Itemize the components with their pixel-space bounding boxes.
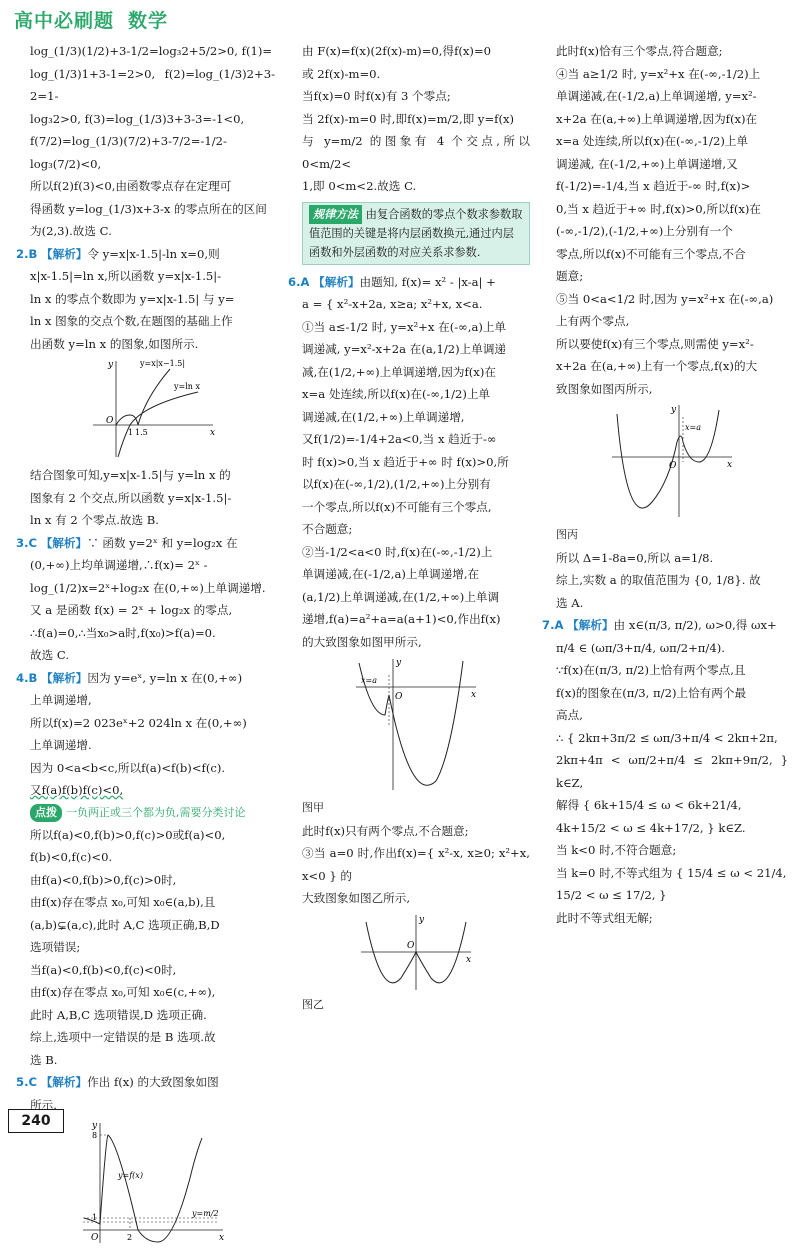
- column-1: [16, 40, 275, 1250]
- text-line: 上单调递增,: [30, 693, 92, 707]
- text-line: 当 k<0 时,不符合题意;: [556, 843, 677, 857]
- method-tip-text: 由复合函数的零点个数求参数取值范围的关键是将内层函数换元,通过内层函数和外层函数的对应关系求参数.: [309, 207, 523, 259]
- text-line: 与 y=m/2 的图象有 4 个交点,所以 0<m/2<: [302, 134, 530, 171]
- origin-label: O: [395, 692, 403, 702]
- line-label: x=a: [361, 676, 377, 685]
- text-line: 当f(x)=0 时f(x)有 3 个零点;: [302, 89, 451, 103]
- text-line: 当 k=0 时,不等式组为 { 15/4 ≤ ω < 21/4,: [556, 865, 787, 880]
- intro-block: [30, 40, 275, 243]
- method-tip-tag: 规律方法: [309, 205, 362, 224]
- question-number: 6.: [288, 274, 301, 289]
- question-4: [16, 667, 275, 1072]
- question-2: [16, 243, 275, 532]
- analysis-tag: 【解析】: [40, 1075, 88, 1089]
- text-line: 一个零点,所以f(x)不可能有三个零点,: [302, 499, 492, 514]
- text-line: x|x-1.5|=ln x,所以函数 y=x|x-1.5|-: [30, 269, 222, 283]
- text-line: (a,b)⊊(a,c),此时 A,C 选项正确,B,D: [30, 917, 220, 932]
- book-title: 高中必刷题: [14, 10, 115, 32]
- text-line: 当f(a)<0,f(b)<0,f(c)<0时,: [30, 962, 177, 977]
- text-line: 由f(x)存在零点 x₀,可知 x₀∈(a,b),且: [30, 895, 216, 909]
- origin-label: O: [669, 461, 677, 471]
- text-line: x+2a 在(a,+∞)上单调递增,因为f(x)在: [556, 111, 758, 126]
- axis-label-x: x: [471, 690, 477, 700]
- text-line: 所以f(a)<0,f(b)>0,f(c)>0或f(a)<0,: [30, 827, 226, 842]
- line-label: x=a: [685, 423, 701, 432]
- text-line: 此时f(x)只有两个零点,不合题意;: [302, 823, 469, 838]
- text-line: 零点,所以f(x)不可能有三个零点,不合: [556, 246, 746, 261]
- axis-label-y: y: [671, 405, 677, 415]
- text-line: 递增,f(a)=a²+a=a(a+1)<0,作出f(x): [302, 612, 501, 626]
- answer-letter: B: [28, 246, 38, 261]
- axis-label-y: y: [91, 1121, 97, 1131]
- text-line: ln x 图象的交点个数,在题图的基础上作: [30, 314, 233, 328]
- curve-label: y=f(x): [117, 1171, 143, 1180]
- text-line: f(x)的图象在(π/3, π/2)上恰有两个最: [556, 685, 747, 700]
- text-line: 选 A.: [556, 595, 584, 610]
- text-line: ④当 a≥1/2 时, y=x²+x 在(-∞,-1/2)上: [556, 66, 761, 81]
- text-line: x=a 处连续,所以f(x)在(-∞,-1/2)上单: [556, 134, 749, 148]
- answer-letter: C: [28, 1075, 37, 1089]
- text-line: (a,1/2)上单调递减,在(1/2,+∞)上单调: [302, 589, 500, 604]
- curve-label: y=ln x: [173, 382, 200, 391]
- text-line: 出函数 y=ln x 的图象,如图所示.: [30, 336, 199, 351]
- text-line: 致图象如图丙所示,: [556, 381, 653, 396]
- text-line: log₃2>0, f(3)=log_(1/3)3+3-3=-1<0,: [30, 111, 245, 126]
- text-line: 单调递减,在(-1/2,a)上单调递增,在: [302, 567, 480, 581]
- axis-label-x: x: [209, 428, 215, 438]
- origin-label: O: [105, 416, 113, 426]
- text-line: 此时不等式组无解;: [556, 910, 653, 925]
- figure-caption: 图甲: [302, 801, 324, 814]
- text-line: 由题知, f(x)= x² - |x-a| +: [359, 274, 496, 289]
- analysis-tag: 【解析】: [41, 670, 88, 685]
- question-number: 5.: [16, 1075, 29, 1089]
- text-line: ⑤当 0<a<1/2 时,因为 y=x²+x 在(-∞,a): [556, 291, 774, 306]
- text-line: f(7/2)=log_(1/3)(7/2)+3-7/2=-1/2-log₃(7/2)<0,: [30, 134, 227, 171]
- text-line: 为(2,3).故选 C.: [30, 224, 112, 238]
- graph-jia: [351, 655, 481, 795]
- text-line: 题意;: [556, 269, 584, 283]
- text-line: log_(1/3)(1/2)+3-1/2=log₃2+5/2>0, f(1)=: [30, 44, 273, 58]
- analysis-tag: 【解析】: [40, 535, 88, 550]
- column-3: [542, 40, 788, 929]
- text-line: 不合题意;: [302, 522, 353, 536]
- question-number: 3.: [16, 535, 29, 550]
- text-line: 又f(1/2)=-1/4+2a<0,当 x 趋近于-∞: [302, 432, 497, 446]
- question-number: 2.: [16, 246, 29, 261]
- text-line: 因为 y=eˣ, y=ln x 在(0,+∞): [87, 670, 243, 685]
- question-3: [16, 532, 275, 667]
- text-line: ③当 a=0 时,作出f(x)={ x²-x, x≥0; x²+x, x<0 } 的: [302, 846, 530, 883]
- text-line: log_(1/2)x=2ˣ+log₂x 在(0,+∞)上单调递增.: [30, 580, 266, 595]
- text-line: 由 x∈(π/3, π/2), ω>0,得 ωx+: [613, 618, 777, 632]
- text-line: 当 2f(x)-m=0 时,即f(x)=m/2,即 y=f(x): [302, 111, 515, 126]
- text-line: 所以f(x)=2 023eˣ+2 024ln x 在(0,+∞): [30, 715, 247, 730]
- text-line: (0,+∞)上均单调递增,∴f(x)= 2ˣ -: [30, 558, 208, 572]
- text-line: 0,当 x 趋近于+∞ 时,f(x)>0,所以f(x)在: [556, 201, 761, 216]
- text-line: π/4 ∈ (ωπ/3+π/4, ωπ/2+π/4).: [556, 640, 725, 655]
- tick-label: 1: [127, 428, 133, 437]
- text-line: 调递减, y=x²-x+2a 在(a,1/2)上单调递: [302, 342, 507, 356]
- text-line: 作出 f(x) 的大致图象如图: [87, 1075, 219, 1089]
- text-line: ∴f(a)=0,∴当x₀>a时,f(x₀)>f(a)=0.: [30, 625, 216, 640]
- analysis-tag: 【解析】: [567, 618, 614, 632]
- text-line: 令 y=x|x-1.5|-ln x=0,则: [87, 246, 220, 261]
- origin-label: O: [90, 1233, 98, 1243]
- question-7: [542, 614, 788, 929]
- question-number: 7.: [542, 618, 555, 632]
- column-2: [288, 40, 530, 1016]
- text-line: 上单调递增.: [30, 738, 92, 752]
- text-line: 图象有 2 个交点,所以函数 y=x|x-1.5|-: [30, 490, 232, 505]
- text-line: f(-1/2)=-1/4,当 x 趋近于-∞ 时,f(x)>: [556, 179, 751, 193]
- figure-caption: 图乙: [302, 997, 324, 1011]
- subject-title: 数学: [128, 10, 169, 32]
- line-label: y=m/2: [191, 1209, 219, 1218]
- answer-letter: B: [28, 670, 38, 685]
- text-line: 得函数 y=log_(1/3)x+3-x 的零点所在的区间: [30, 201, 267, 216]
- text-line: 所以f(2)f(3)<0,由函数零点存在定理可: [30, 179, 232, 193]
- text-line: ∵f(x)在(π/3, π/2)上恰有两个零点,且: [556, 663, 746, 677]
- answer-letter: C: [28, 535, 37, 550]
- text-line: 4k+15/2 < ω ≤ 4k+17/2, } k∈Z.: [556, 820, 746, 835]
- text-line: 或 2f(x)-m=0.: [302, 66, 381, 81]
- text-line: ②当-1/2<a<0 时,f(x)在(-∞,-1/2)上: [302, 544, 493, 559]
- text-line: 解得 { 6k+15/4 ≤ ω < 6k+21/4,: [556, 798, 742, 812]
- text-line: 调递减,在(1/2,+∞)上单调递增,: [302, 409, 465, 424]
- axis-label-y: y: [396, 658, 402, 668]
- text-line: ①当 a≤-1/2 时, y=x²+x 在(-∞,a)上单: [302, 319, 507, 334]
- text-line: (-∞,-1/2),(-1/2,+∞)上分别有一个: [556, 224, 733, 238]
- figure-caption: 图丙: [556, 528, 578, 541]
- text-line: 减,在(1/2,+∞)上单调递增,因为f(x)在: [302, 364, 496, 379]
- text-line: a = { x²-x+2a, x≥a; x²+x, x<a.: [302, 297, 483, 311]
- text-line: 上有两个零点,: [556, 314, 630, 328]
- text-line: 故选 C.: [30, 648, 70, 662]
- text-line: 2kπ+4π < ωπ/2+π/4 ≤ 2kπ+9π/2, } k∈Z,: [556, 753, 788, 790]
- text-line: 时 f(x)>0,当 x 趋近于+∞ 时 f(x)>0,所: [302, 454, 509, 469]
- tick-label: 8: [91, 1131, 97, 1140]
- text-line: 15/2 < ω ≤ 17/2, }: [556, 888, 667, 902]
- text-line: 的大致图象如图甲所示,: [302, 634, 422, 649]
- text-line: 此时f(x)恰有三个零点,符合题意;: [556, 44, 723, 58]
- axis-label-x: x: [466, 954, 472, 965]
- text-line: 由 F(x)=f(x)(2f(x)-m)=0,得f(x)=0: [302, 44, 492, 58]
- text-line: x=a 处连续,所以f(x)在(-∞,1/2)上单: [302, 387, 491, 401]
- answer-letter: A: [554, 618, 564, 632]
- tick-label: 1: [91, 1213, 97, 1222]
- answer-letter: A: [300, 274, 310, 289]
- origin-label: O: [407, 940, 415, 951]
- graph-q2: [88, 357, 218, 462]
- text-line: 综上,实数 a 的取值范围为 {0, 1/8}. 故: [556, 573, 761, 587]
- axis-label-x: x: [218, 1233, 224, 1243]
- text-line: f(b)<0,f(c)<0.: [30, 850, 113, 864]
- text-line: log_(1/3)1+3-1=2>0, f(2)=log_(1/3)2+3-2=1-: [30, 66, 275, 103]
- text-line: 所以 Δ=1-8a=0,所以 a=1/8.: [556, 550, 714, 565]
- text-line: ∴ { 2kπ+3π/2 ≤ ωπ/3+π/4 < 2kπ+2π,: [556, 730, 778, 745]
- axis-label-y: y: [107, 360, 113, 370]
- text-line: ln x 的零点个数即为 y=x|x-1.5| 与 y=: [30, 291, 235, 306]
- graph-q5: [78, 1118, 228, 1248]
- text-line: 因为 0<a<b<c,所以f(a)<f(b)<f(c).: [30, 760, 226, 775]
- graph-yi: [356, 912, 476, 992]
- text-line: 大致图象如图乙所示,: [302, 891, 411, 905]
- text-line: 选项错误;: [30, 940, 81, 954]
- remark-note: [30, 804, 275, 822]
- text-line: 单调递减,在(-1/2,a)上单调递增, y=x²-: [556, 89, 757, 103]
- text-line: 综上,选项中一定错误的是 B 选项.故: [30, 1030, 216, 1044]
- text-line: ln x 有 2 个零点.故选 B.: [30, 513, 159, 527]
- axis-label-y: y: [419, 914, 425, 925]
- text-line: ∵ 函数 y=2ˣ 和 y=log₂x 在: [87, 535, 238, 550]
- analysis-tag: 【解析】: [41, 246, 88, 261]
- text-line: 所示.: [30, 1097, 57, 1112]
- text-line: 调递减, 在(-1/2,+∞)上单调递增,又: [556, 156, 738, 171]
- remark-badge: 点拨: [30, 804, 62, 822]
- text-line: 选 B.: [30, 1052, 58, 1067]
- text-line: 由f(a)<0,f(b)>0,f(c)>0时,: [30, 872, 177, 887]
- text-line: 以f(x)在(-∞,1/2),(1/2,+∞)上分别有: [302, 477, 491, 491]
- axis-label-x: x: [727, 460, 733, 470]
- question-6: [288, 271, 530, 1017]
- text-line: 1,即 0<m<2.故选 C.: [302, 179, 417, 193]
- text-line: 由f(x)存在零点 x₀,可知 x₀∈(c,+∞),: [30, 985, 216, 999]
- tick-label: 1.5: [134, 428, 148, 437]
- question-5: [16, 1071, 275, 1248]
- graph-bing: [607, 402, 737, 522]
- text-line: 又 a 是函数 f(x) = 2ˣ + log₂x 的零点,: [30, 603, 233, 617]
- curve-label: y=x|x−1.5|: [139, 359, 185, 368]
- text-line: x+2a 在(a,+∞)上有一个零点,f(x)的大: [556, 359, 758, 373]
- question-number: 4.: [16, 670, 29, 685]
- page-number: 240: [8, 1109, 64, 1133]
- remark-text: 一负两正或三个都为负,需要分类讨论: [66, 805, 246, 819]
- text-line: 此时 A,B,C 选项错误,D 选项正确.: [30, 1007, 207, 1022]
- tick-label: 2: [126, 1233, 132, 1242]
- highlighted-line: 又f(a)f(b)f(c)<0,: [30, 783, 124, 797]
- page-header: [14, 6, 294, 36]
- text-line: 所以要使f(x)有三个零点,则需使 y=x²-: [556, 336, 754, 351]
- method-tip-box: [302, 202, 530, 265]
- analysis-tag: 【解析】: [313, 274, 360, 289]
- text-line: 结合图象可知,y=x|x-1.5|与 y=ln x 的: [30, 468, 231, 482]
- text-line: 高点,: [556, 708, 583, 722]
